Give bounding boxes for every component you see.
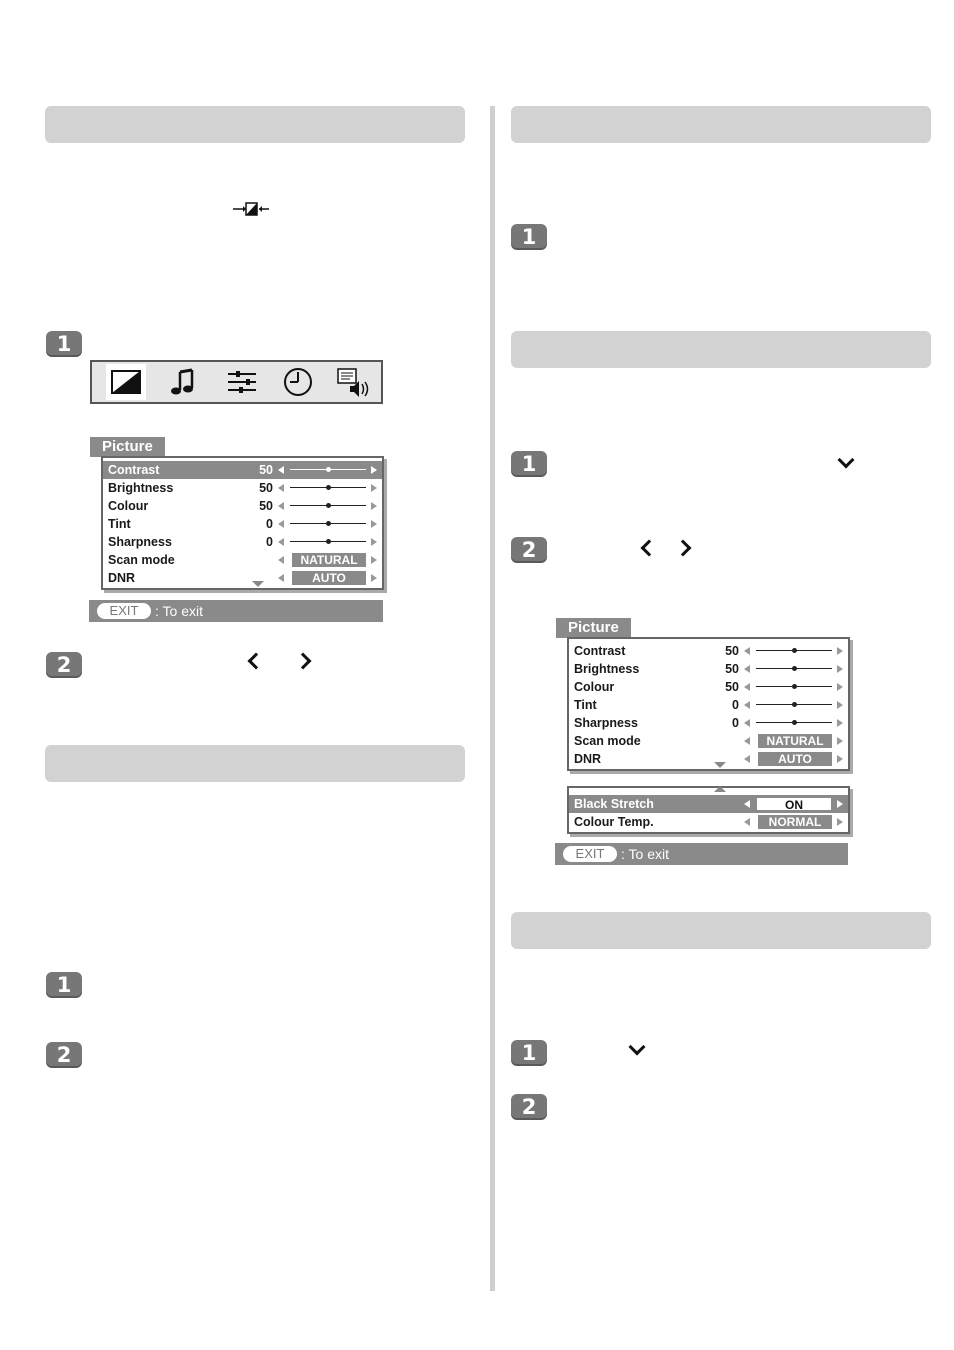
right-arrow-icon[interactable]	[837, 800, 843, 808]
dnr-value: AUTO	[292, 571, 366, 585]
menu-row-dnr[interactable]: DNR AUTO	[569, 750, 848, 768]
contrast-slider-thumb[interactable]	[326, 467, 331, 472]
menu-row-colour[interactable]: Colour 50	[569, 678, 848, 696]
menu-row-colour-temp[interactable]: Colour Temp. NORMAL	[569, 813, 848, 831]
left-arrow-icon[interactable]	[278, 466, 284, 474]
step-2-badge: 2	[46, 1042, 82, 1068]
scroll-down-icon[interactable]	[252, 581, 264, 587]
left-arrow-icon[interactable]	[744, 755, 750, 763]
picture-menu-tab: Picture	[556, 618, 631, 638]
sharpness-slider[interactable]	[756, 722, 832, 723]
right-arrow-icon[interactable]	[837, 647, 843, 655]
column-divider	[490, 106, 495, 1291]
left-arrow-icon[interactable]	[744, 647, 750, 655]
right-arrow-icon[interactable]	[371, 466, 377, 474]
music-note-icon[interactable]	[164, 364, 204, 400]
scroll-up-icon[interactable]	[714, 786, 726, 792]
right-arrow-icon[interactable]	[837, 737, 843, 745]
right-arrow-icon[interactable]	[837, 683, 843, 691]
right-arrow-icon[interactable]	[837, 701, 843, 709]
down-arrow-icon	[838, 452, 855, 469]
left-arrow-icon[interactable]	[278, 574, 284, 582]
scan-mode-value: NATURAL	[758, 734, 832, 748]
menu-row-scan-mode[interactable]: Scan mode NATURAL	[569, 732, 848, 750]
menu-row-contrast[interactable]: Contrast 50	[103, 461, 382, 479]
left-arrow-icon[interactable]	[278, 520, 284, 528]
contrast-slider[interactable]	[290, 469, 366, 470]
menu-row-tint[interactable]: Tint 0	[569, 696, 848, 714]
brightness-slider[interactable]	[290, 487, 366, 488]
right-arrow-icon[interactable]	[371, 502, 377, 510]
left-arrow-icon[interactable]	[744, 737, 750, 745]
exit-button[interactable]: EXIT	[97, 603, 151, 619]
tint-slider-thumb[interactable]	[326, 521, 331, 526]
contrast-slider[interactable]	[756, 650, 832, 651]
menu-row-scan-mode[interactable]: Scan mode NATURAL	[103, 551, 382, 569]
right-arrow-icon[interactable]	[371, 484, 377, 492]
section-header-right-1	[511, 106, 931, 143]
black-stretch-value: ON	[756, 797, 832, 811]
section-header-right-3	[511, 912, 931, 949]
menu-row-sharpness[interactable]: Sharpness 0	[103, 533, 382, 551]
sliders-icon[interactable]	[222, 364, 262, 400]
menu-row-brightness[interactable]: Brightness 50	[103, 479, 382, 497]
colour-slider-thumb[interactable]	[326, 503, 331, 508]
teletext-speaker-icon[interactable]	[334, 364, 374, 400]
colour-slider[interactable]	[290, 505, 366, 506]
picture-menu	[101, 456, 384, 590]
right-arrow-icon[interactable]	[837, 755, 843, 763]
step-1-badge: 1	[46, 972, 82, 998]
menu-row-sharpness[interactable]: Sharpness 0	[569, 714, 848, 732]
left-arrow-icon[interactable]	[744, 719, 750, 727]
picture-icon[interactable]	[106, 364, 146, 400]
sharpness-slider[interactable]	[290, 541, 366, 542]
step-1-badge: 1	[511, 224, 547, 250]
colour-slider-thumb[interactable]	[792, 684, 797, 689]
menu-row-contrast[interactable]: Contrast 50	[569, 642, 848, 660]
brightness-slider-thumb[interactable]	[792, 666, 797, 671]
step-2-badge: 2	[46, 652, 82, 678]
section-header-left-2	[45, 745, 465, 782]
picture-menu-page-2	[567, 786, 850, 834]
scan-mode-value: NATURAL	[292, 553, 366, 567]
step-1-badge: 1	[46, 331, 82, 357]
colour-slider[interactable]	[756, 686, 832, 687]
exit-bar: EXIT : To exit	[89, 600, 383, 622]
left-arrow-icon[interactable]	[744, 818, 750, 826]
clock-icon[interactable]	[278, 364, 318, 400]
menu-row-tint[interactable]: Tint 0	[103, 515, 382, 533]
picture-adjust-icon	[232, 200, 270, 218]
brightness-slider[interactable]	[756, 668, 832, 669]
menu-row-dnr[interactable]: DNR AUTO	[103, 569, 382, 587]
exit-button[interactable]: EXIT	[563, 846, 617, 862]
right-arrow-icon	[295, 653, 312, 670]
dnr-value: AUTO	[758, 752, 832, 766]
picture-menu	[567, 637, 850, 771]
menu-row-colour[interactable]: Colour 50	[103, 497, 382, 515]
tint-slider[interactable]	[756, 704, 832, 705]
right-arrow-icon[interactable]	[371, 574, 377, 582]
left-arrow-icon	[248, 653, 265, 670]
left-arrow-icon[interactable]	[744, 800, 750, 808]
scroll-down-icon[interactable]	[714, 762, 726, 768]
picture-menu-tab: Picture	[90, 437, 165, 457]
section-header-picture-settings	[45, 106, 465, 143]
step-2-badge: 2	[511, 537, 547, 563]
right-arrow-icon[interactable]	[837, 665, 843, 673]
sharpness-slider-thumb[interactable]	[792, 720, 797, 725]
contrast-slider-thumb[interactable]	[792, 648, 797, 653]
left-arrow-icon[interactable]	[744, 683, 750, 691]
left-arrow-icon[interactable]	[278, 502, 284, 510]
section-header-right-2	[511, 331, 931, 368]
tint-slider[interactable]	[290, 523, 366, 524]
right-arrow-icon[interactable]	[371, 538, 377, 546]
colour-temp-value: NORMAL	[758, 815, 832, 829]
exit-bar: EXIT : To exit	[555, 843, 848, 865]
brightness-slider-thumb[interactable]	[326, 485, 331, 490]
left-arrow-icon[interactable]	[278, 556, 284, 564]
left-arrow-icon[interactable]	[744, 701, 750, 709]
left-arrow-icon[interactable]	[278, 538, 284, 546]
right-arrow-icon	[675, 540, 692, 557]
right-arrow-icon[interactable]	[371, 556, 377, 564]
step-1-badge: 1	[511, 1040, 547, 1066]
right-arrow-icon[interactable]	[837, 818, 843, 826]
step-1-badge: 1	[511, 451, 547, 477]
step-2-badge: 2	[511, 1094, 547, 1120]
right-arrow-icon[interactable]	[837, 719, 843, 727]
left-arrow-icon[interactable]	[744, 665, 750, 673]
right-arrow-icon[interactable]	[371, 520, 377, 528]
tint-slider-thumb[interactable]	[792, 702, 797, 707]
menu-row-brightness[interactable]: Brightness 50	[569, 660, 848, 678]
main-menu-icon-bar	[90, 360, 383, 404]
left-arrow-icon[interactable]	[278, 484, 284, 492]
left-arrow-icon	[641, 540, 658, 557]
down-arrow-icon	[629, 1039, 646, 1056]
sharpness-slider-thumb[interactable]	[326, 539, 331, 544]
menu-row-black-stretch[interactable]: Black Stretch ON	[569, 795, 848, 813]
